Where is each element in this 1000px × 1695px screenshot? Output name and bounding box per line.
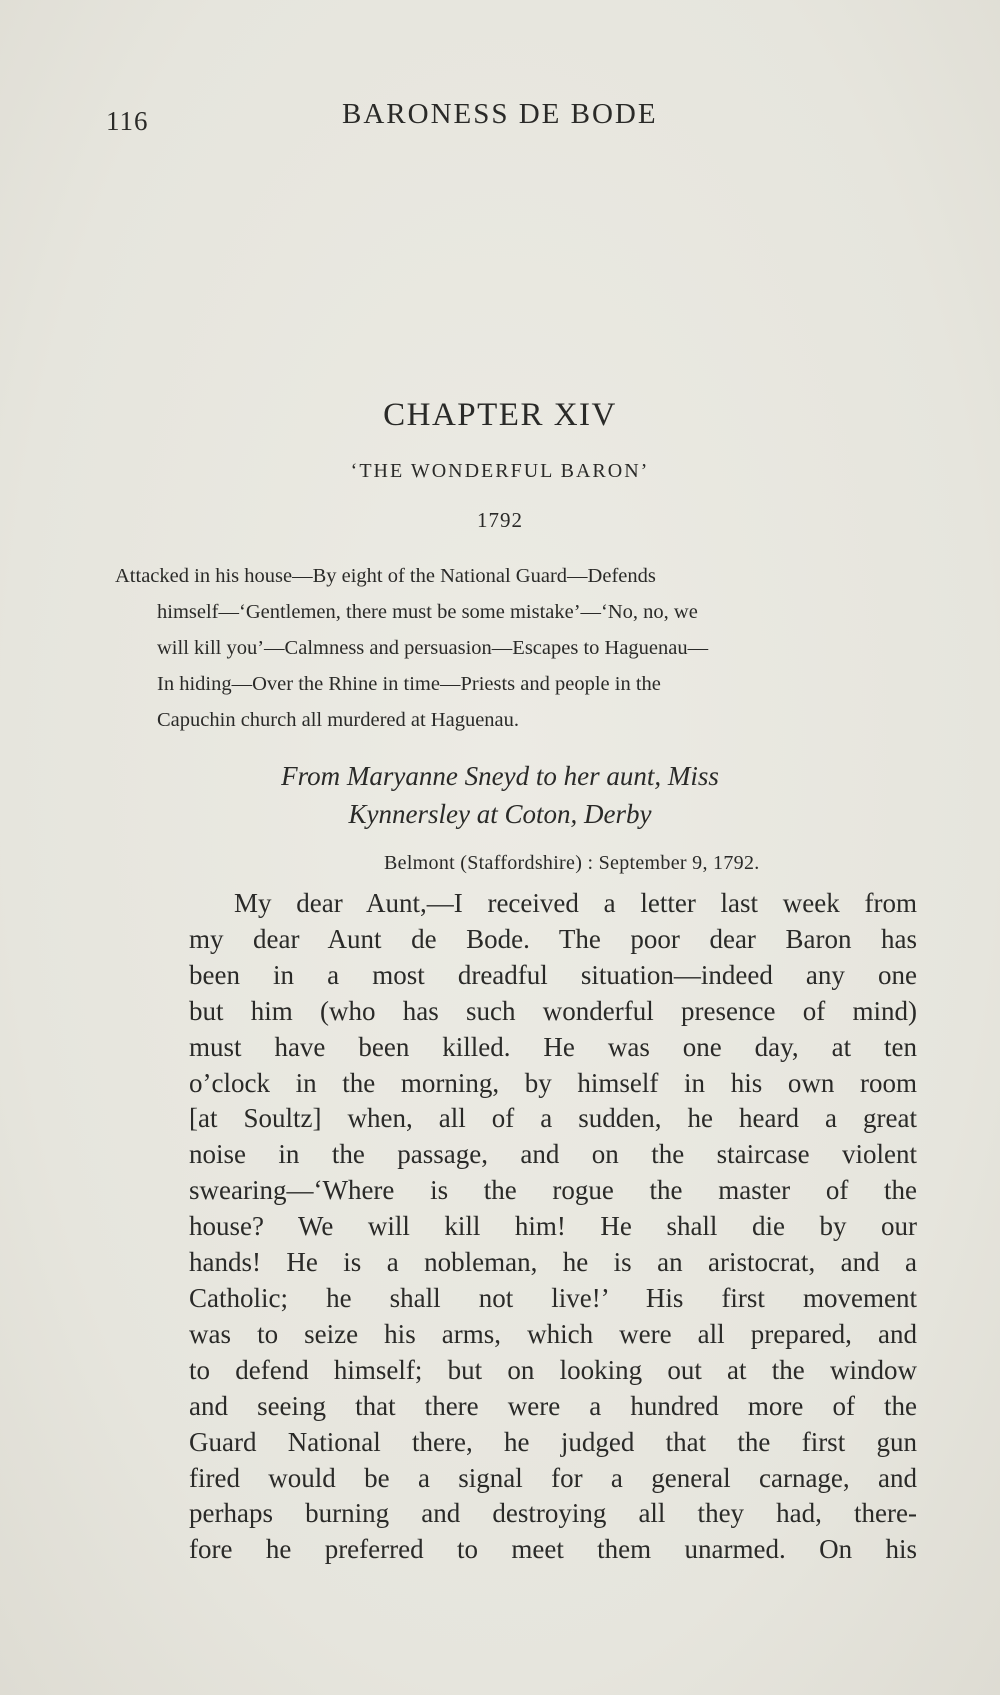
letter-heading-line: From Maryanne Sneyd to her aunt, Miss [281,761,719,791]
chapter-year: 1792 [477,508,523,532]
body-line: fore he preferred to meet them unarmed. On his [189,1534,917,1565]
body-line: fired would be a signal for a general carnage, and [189,1462,917,1493]
body-line: was to seize his arms, which were all prepared, and [189,1318,917,1349]
body-line: perhaps burning and destroying all they had, there- [189,1498,917,1529]
body-line: house? We will kill him! He shall die by our [189,1211,917,1242]
body-line: hands! He is a nobleman, he is an aristocrat, and a [189,1247,917,1278]
summary-line: Capuchin church all murdered at Haguenau. [157,709,520,731]
summary-line: will kill you’—Calmness and persuasion—Escapes to Haguenau— [157,637,709,659]
chapter-summary [115,558,910,738]
letter-body [189,886,917,1568]
chapter-subtitle: ‘THE WONDERFUL BARON’ [350,460,650,482]
body-line: been in a most dreadful situation—indeed any one [189,959,917,990]
summary-line: In hiding—Over the Rhine in time—Priests and people in the [157,673,661,695]
chapter-title: CHAPTER XIV [383,397,617,433]
running-title: BARONESS DE BODE [342,98,658,130]
body-line: and seeing that there were a hundred more of the [189,1390,917,1421]
body-line: swearing—‘Where is the rogue the master of the [189,1175,917,1206]
body-line: My dear Aunt,—I received a letter last week from [234,888,917,918]
body-line: noise in the passage, and on the staircase violent [189,1139,917,1170]
body-line: must have been killed. He was one day, at ten [189,1031,917,1062]
summary-line: Attacked in his house—By eight of the National Guard—Defends [115,565,656,587]
letter-dateline: Belmont (Staffordshire) : September 9, 1792. [384,852,760,874]
page-number: 116 [106,106,149,136]
body-line: to defend himself; but on looking out at the window [189,1354,917,1385]
letter-heading-line: Kynnersley at Coton, Derby [348,799,652,829]
body-line: o’clock in the morning, by himself in his own room [189,1067,917,1098]
running-head [0,98,1000,138]
body-line: Guard National there, he judged that the first gun [189,1426,917,1457]
letter-heading [0,757,1000,833]
body-line: [at Soultz] when, all of a sudden, he heard a great [189,1103,917,1134]
body-line: but him (who has such wonderful presence of mind) [189,995,917,1026]
summary-line: himself—‘Gentlemen, there must be some mistake’—‘No, no, we [157,601,698,623]
body-line: Catholic; he shall not live!’ His first movement [189,1282,917,1313]
body-line: my dear Aunt de Bode. The poor dear Baron has [189,923,917,954]
